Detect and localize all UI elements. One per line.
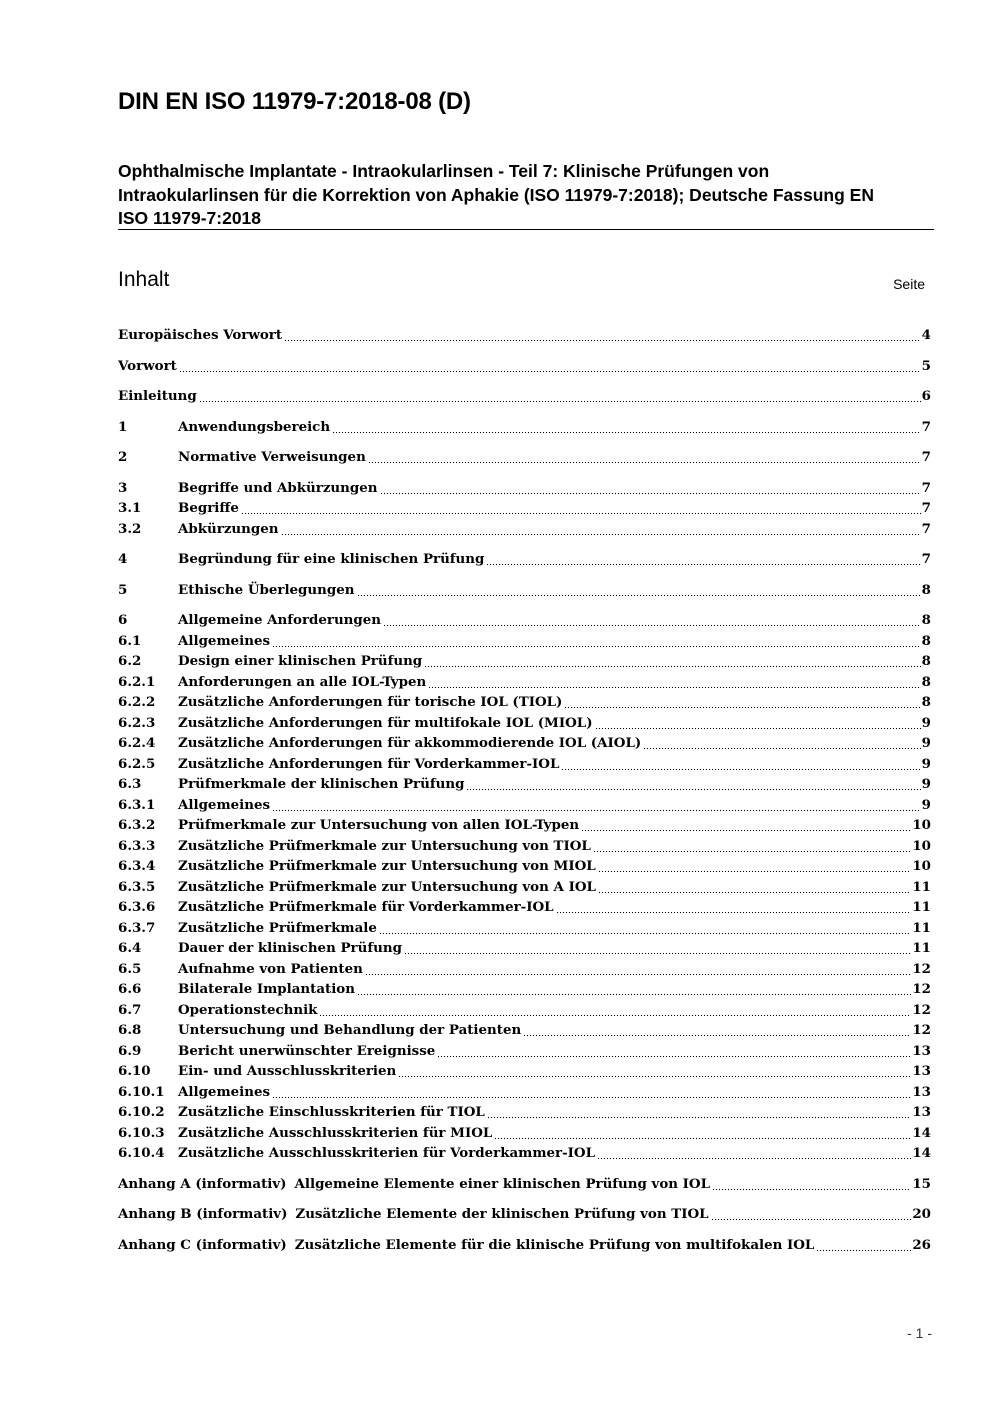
toc-entry-number: 6.3.7 xyxy=(118,919,156,936)
toc-leader-dots xyxy=(487,1102,912,1123)
toc-entry[interactable] xyxy=(118,386,931,407)
toc-entry-page: 7 xyxy=(921,449,931,465)
toc-leader-dots xyxy=(561,754,920,775)
toc-entry-page: 10 xyxy=(912,837,931,854)
toc-entry-page: 12 xyxy=(912,981,931,997)
toc-entry-number: 6.2.1 xyxy=(118,673,156,690)
toc-entry-label: Bilaterale Implantation xyxy=(178,981,355,997)
toc-entry[interactable] xyxy=(118,938,931,959)
toc-entry-label: Zusätzliche Prüfmerkmale zur Untersuchung von A IOL xyxy=(178,878,596,895)
toc-leader-dots xyxy=(365,959,912,980)
toc-entry-page: 6 xyxy=(921,388,931,404)
toc-entry-number: 6.3.2 xyxy=(118,817,156,833)
toc-entry[interactable] xyxy=(118,1000,931,1021)
toc-entry[interactable] xyxy=(118,580,931,601)
toc-entry-number: 6.8 xyxy=(118,1022,142,1038)
toc-entry[interactable] xyxy=(118,1041,931,1062)
toc-entry-page: 9 xyxy=(921,776,931,792)
toc-entry-label: Ein- und Ausschlusskriterien xyxy=(178,1063,397,1079)
toc-heading: Inhalt xyxy=(118,268,170,291)
toc-entry-label: Anwendungsbereich xyxy=(178,418,331,435)
toc-leader-dots xyxy=(712,1174,911,1195)
toc-entry-page: 13 xyxy=(912,1042,931,1059)
document-id: DIN EN ISO 11979-7:2018-08 (D) xyxy=(118,88,471,115)
toc-entry[interactable] xyxy=(118,713,931,734)
toc-leader-dots xyxy=(466,774,920,795)
toc-entry-page: 11 xyxy=(912,878,931,895)
toc-entry-page: 8 xyxy=(921,653,931,669)
toc-leader-dots xyxy=(816,1235,911,1256)
toc-entry-number: 3.1 xyxy=(118,500,142,516)
toc-entry-page: 4 xyxy=(921,327,931,343)
toc-leader-dots xyxy=(319,1000,911,1021)
toc-leader-dots xyxy=(368,447,921,468)
toc-entry-label: Zusätzliche Einschlusskriterien für TIOL xyxy=(178,1104,485,1120)
toc-entry-label: Design einer klinischen Prüfung xyxy=(178,653,423,669)
toc-entry-label: Ethische Überlegungen xyxy=(178,581,355,598)
toc-leader-dots xyxy=(357,580,921,601)
toc-entry-number: 6.10.1 xyxy=(118,1083,165,1100)
toc-entry-page: 9 xyxy=(921,796,931,813)
toc-entry-page: 26 xyxy=(912,1236,931,1253)
toc-entry-label: Zusätzliche Prüfmerkmale für Vorderkammer-IOL xyxy=(178,899,554,915)
toc-leader-dots xyxy=(199,386,921,407)
toc-leader-dots xyxy=(437,1041,911,1062)
toc-entry-number: 6.3.1 xyxy=(118,796,156,813)
toc-leader-dots xyxy=(281,519,921,540)
toc-entry-page: 11 xyxy=(912,899,931,915)
toc-entry-label: Zusätzliche Ausschlusskriterien für MIOL xyxy=(178,1124,493,1141)
toc-annex-entry[interactable] xyxy=(118,1204,931,1225)
toc-entry-label: Zusätzliche Elemente für die klinische Prüfung von multifokalen IOL xyxy=(294,1236,815,1253)
toc-entry[interactable] xyxy=(118,356,931,377)
toc-entry[interactable] xyxy=(118,692,931,713)
toc-leader-dots xyxy=(424,651,921,672)
toc-leader-dots xyxy=(179,356,921,377)
toc-leader-dots xyxy=(556,897,912,918)
toc-entry-label: Allgemeines xyxy=(178,1083,271,1100)
toc-entry-page: 11 xyxy=(912,919,931,936)
toc-entry-page: 12 xyxy=(912,1022,931,1038)
toc-entry-number: 6.3.3 xyxy=(118,837,156,854)
toc-entry-number: 1 xyxy=(118,418,128,435)
toc-entry-label: Europäisches Vorwort xyxy=(118,327,283,343)
toc-page-column-label: Seite xyxy=(893,276,925,292)
toc-entry[interactable] xyxy=(118,498,931,519)
toc-leader-dots xyxy=(383,610,921,631)
toc-entry[interactable] xyxy=(118,631,931,652)
toc-leader-dots xyxy=(379,918,912,939)
toc-entry-label: Untersuchung und Behandlung der Patienten xyxy=(178,1022,522,1038)
toc-entry[interactable] xyxy=(118,774,931,795)
toc-entry[interactable] xyxy=(118,856,931,877)
toc-entry-label: Zusätzliche Anforderungen für Vorderkammer-IOL xyxy=(178,755,560,772)
toc-entry-label: Aufnahme von Patienten xyxy=(178,960,363,977)
toc-entry-number: 6.2.2 xyxy=(118,694,156,710)
toc-entry-number: 6.10.4 xyxy=(118,1145,165,1161)
toc-leader-dots xyxy=(581,815,911,836)
toc-leader-dots xyxy=(595,713,921,734)
toc-entry-number: 6.7 xyxy=(118,1001,142,1018)
toc-entry-page: 12 xyxy=(912,1001,931,1018)
toc-entry-number: 6.6 xyxy=(118,981,142,997)
toc-entry-page: 8 xyxy=(921,673,931,690)
toc-leader-dots xyxy=(272,1082,911,1103)
toc-entry-number: 4 xyxy=(118,551,128,567)
toc-entry-page: 9 xyxy=(921,735,931,751)
toc-entry-page: 8 xyxy=(921,581,931,598)
toc-entry-page: 9 xyxy=(921,714,931,731)
toc-entry-number: 6 xyxy=(118,612,128,628)
toc-entry[interactable] xyxy=(118,549,931,570)
toc-entry[interactable] xyxy=(118,959,931,980)
toc-entry[interactable] xyxy=(118,836,931,857)
toc-annex-prefix: Anhang B (informativ) xyxy=(118,1206,288,1222)
toc-leader-dots xyxy=(398,1061,911,1082)
document-title: Ophthalmische Implantate - Intraokularlinsen - Teil 7: Klinische Prüfungen von Intraokularlinsen für die Korrektion von Aphakie (ISO 11979-7:2018); Deutsche Fassung EN ISO 11979-7:2018 xyxy=(118,161,874,228)
toc-entry-label: Zusätzliche Anforderungen für akkommodierende IOL (AIOL) xyxy=(178,735,642,751)
toc-entry-label: Normative Verweisungen xyxy=(178,449,366,465)
toc-leader-dots xyxy=(284,325,921,346)
toc-entry-page: 13 xyxy=(912,1104,931,1120)
toc-entry-page: 12 xyxy=(912,960,931,977)
toc-annex-prefix: Anhang C (informativ) xyxy=(118,1236,287,1253)
toc-entry-label: Bericht unerwünschter Ereignisse xyxy=(178,1042,436,1059)
page-number: - 1 - xyxy=(907,1325,932,1341)
toc-annex-entry[interactable] xyxy=(118,1174,931,1195)
toc-entry-label: Dauer der klinischen Prüfung xyxy=(178,940,402,956)
toc-entry-number: 6.2 xyxy=(118,653,142,669)
toc-entry-page: 7 xyxy=(921,479,931,496)
toc-entry-number: 6.5 xyxy=(118,960,142,977)
toc-entry[interactable] xyxy=(118,754,931,775)
toc-entry-label: Zusätzliche Prüfmerkmale xyxy=(178,919,377,936)
toc-entry-label: Begründung für eine klinischen Prüfung xyxy=(178,551,485,567)
toc-entry-label: Allgemeines xyxy=(178,632,271,649)
toc-leader-dots xyxy=(404,938,911,959)
toc-entry[interactable] xyxy=(118,1123,931,1144)
toc-leader-dots xyxy=(597,1143,911,1164)
toc-entry-page: 20 xyxy=(912,1206,931,1222)
toc-leader-dots xyxy=(380,478,921,499)
toc-leader-dots xyxy=(711,1204,912,1225)
toc-entry-page: 8 xyxy=(921,612,931,628)
toc-entry[interactable] xyxy=(118,897,931,918)
toc-entry-label: Allgemeine Elemente einer klinischen Prüfung von IOL xyxy=(294,1175,711,1192)
toc-entry-label: Zusätzliche Prüfmerkmale zur Untersuchung von MIOL xyxy=(178,858,596,874)
toc-entry-number: 6.3 xyxy=(118,776,142,792)
toc-annex-prefix: Anhang A (informativ) xyxy=(118,1175,287,1192)
toc-entry-page: 7 xyxy=(921,520,931,537)
toc-entry-label: Zusätzliche Ausschlusskriterien für Vorderkammer-IOL xyxy=(178,1145,595,1161)
toc-entry-page: 9 xyxy=(921,755,931,772)
toc-entry-label: Begriffe xyxy=(178,500,239,516)
toc-entry-number: 6.10.2 xyxy=(118,1104,165,1120)
toc-entry-number: 6.10.3 xyxy=(118,1124,165,1141)
toc-leader-dots xyxy=(593,836,912,857)
toc-entry[interactable] xyxy=(118,733,931,754)
toc-entry-number: 2 xyxy=(118,449,128,465)
toc-entry-label: Prüfmerkmale der klinischen Prüfung xyxy=(178,776,465,792)
toc-entry-label: Allgemeines xyxy=(178,796,271,813)
toc-entry[interactable] xyxy=(118,795,931,816)
toc-entry[interactable] xyxy=(118,610,931,631)
toc-entry-page: 15 xyxy=(912,1175,931,1192)
toc-leader-dots xyxy=(486,549,920,570)
toc-entry-label: Abkürzungen xyxy=(178,520,279,537)
toc-entry-page: 13 xyxy=(912,1083,931,1100)
toc-entry-label: Prüfmerkmale zur Untersuchung von allen IOL-Typen xyxy=(178,817,580,833)
toc-entry-number: 6.2.3 xyxy=(118,714,156,731)
toc-entry-number: 6.3.4 xyxy=(118,858,156,874)
toc-entry[interactable] xyxy=(118,651,931,672)
toc-leader-dots xyxy=(272,631,921,652)
toc-entry-number: 6.4 xyxy=(118,940,142,956)
toc-entry[interactable] xyxy=(118,447,931,468)
toc-entry[interactable] xyxy=(118,918,931,939)
toc-entry-number: 6.9 xyxy=(118,1042,142,1059)
title-divider xyxy=(118,229,934,230)
toc-entry-page: 10 xyxy=(912,858,931,874)
toc-leader-dots xyxy=(598,877,911,898)
toc-entry[interactable] xyxy=(118,877,931,898)
toc-entry-page: 7 xyxy=(921,551,931,567)
toc-entry-label: Zusätzliche Anforderungen für multifokale IOL (MIOL) xyxy=(178,714,593,731)
toc-entry[interactable] xyxy=(118,1061,931,1082)
toc-entry-number: 6.2.4 xyxy=(118,735,156,751)
toc-entry[interactable] xyxy=(118,325,931,346)
table-of-contents xyxy=(118,325,931,1255)
toc-entry[interactable] xyxy=(118,1020,931,1041)
toc-entry-page: 8 xyxy=(921,694,931,710)
toc-entry-number: 6.10 xyxy=(118,1063,151,1079)
toc-entry-page: 8 xyxy=(921,632,931,649)
toc-entry[interactable] xyxy=(118,815,931,836)
toc-entry-number: 6.3.6 xyxy=(118,899,156,915)
toc-entry-number: 3.2 xyxy=(118,520,142,537)
toc-entry-label: Begriffe und Abkürzungen xyxy=(178,479,378,496)
toc-leader-dots xyxy=(272,795,921,816)
toc-leader-dots xyxy=(494,1123,911,1144)
toc-leader-dots xyxy=(357,979,911,1000)
toc-entry[interactable] xyxy=(118,478,931,499)
toc-entry-label: Zusätzliche Elemente der klinischen Prüfung von TIOL xyxy=(295,1206,709,1222)
toc-entry-number: 6.2.5 xyxy=(118,755,156,772)
toc-leader-dots xyxy=(241,498,921,519)
toc-entry-page: 11 xyxy=(912,940,931,956)
toc-entry[interactable] xyxy=(118,672,931,693)
toc-annex-entry[interactable] xyxy=(118,1235,931,1256)
toc-entry-label: Operationstechnik xyxy=(178,1001,318,1018)
toc-entry[interactable] xyxy=(118,1143,931,1164)
toc-entry-page: 5 xyxy=(921,357,931,374)
toc-entry[interactable] xyxy=(118,1082,931,1103)
toc-entry[interactable] xyxy=(118,519,931,540)
toc-entry-label: Vorwort xyxy=(118,357,177,374)
toc-leader-dots xyxy=(428,672,920,693)
toc-leader-dots xyxy=(598,856,912,877)
toc-leader-dots xyxy=(332,417,921,438)
toc-entry-page: 14 xyxy=(912,1124,931,1141)
toc-entry-label: Anforderungen an alle IOL-Typen xyxy=(178,673,427,690)
toc-entry[interactable] xyxy=(118,979,931,1000)
toc-entry-page: 7 xyxy=(921,418,931,435)
toc-entry-label: Zusätzliche Prüfmerkmale zur Untersuchung von TIOL xyxy=(178,837,591,854)
toc-leader-dots xyxy=(564,692,920,713)
toc-entry[interactable] xyxy=(118,417,931,438)
toc-entry[interactable] xyxy=(118,1102,931,1123)
toc-entry-number: 6.3.5 xyxy=(118,878,156,895)
toc-entry-number: 5 xyxy=(118,581,128,598)
toc-entry-page: 10 xyxy=(912,817,931,833)
toc-entry-label: Einleitung xyxy=(118,388,197,404)
toc-entry-label: Allgemeine Anforderungen xyxy=(178,612,382,628)
toc-entry-page: 7 xyxy=(921,500,931,516)
toc-leader-dots xyxy=(643,733,920,754)
toc-entry-number: 3 xyxy=(118,479,128,496)
toc-entry-number: 6.1 xyxy=(118,632,142,649)
toc-entry-page: 13 xyxy=(912,1063,931,1079)
toc-entry-label: Zusätzliche Anforderungen für torische IOL (TIOL) xyxy=(178,694,563,710)
toc-leader-dots xyxy=(523,1020,911,1041)
toc-entry-page: 14 xyxy=(912,1145,931,1161)
